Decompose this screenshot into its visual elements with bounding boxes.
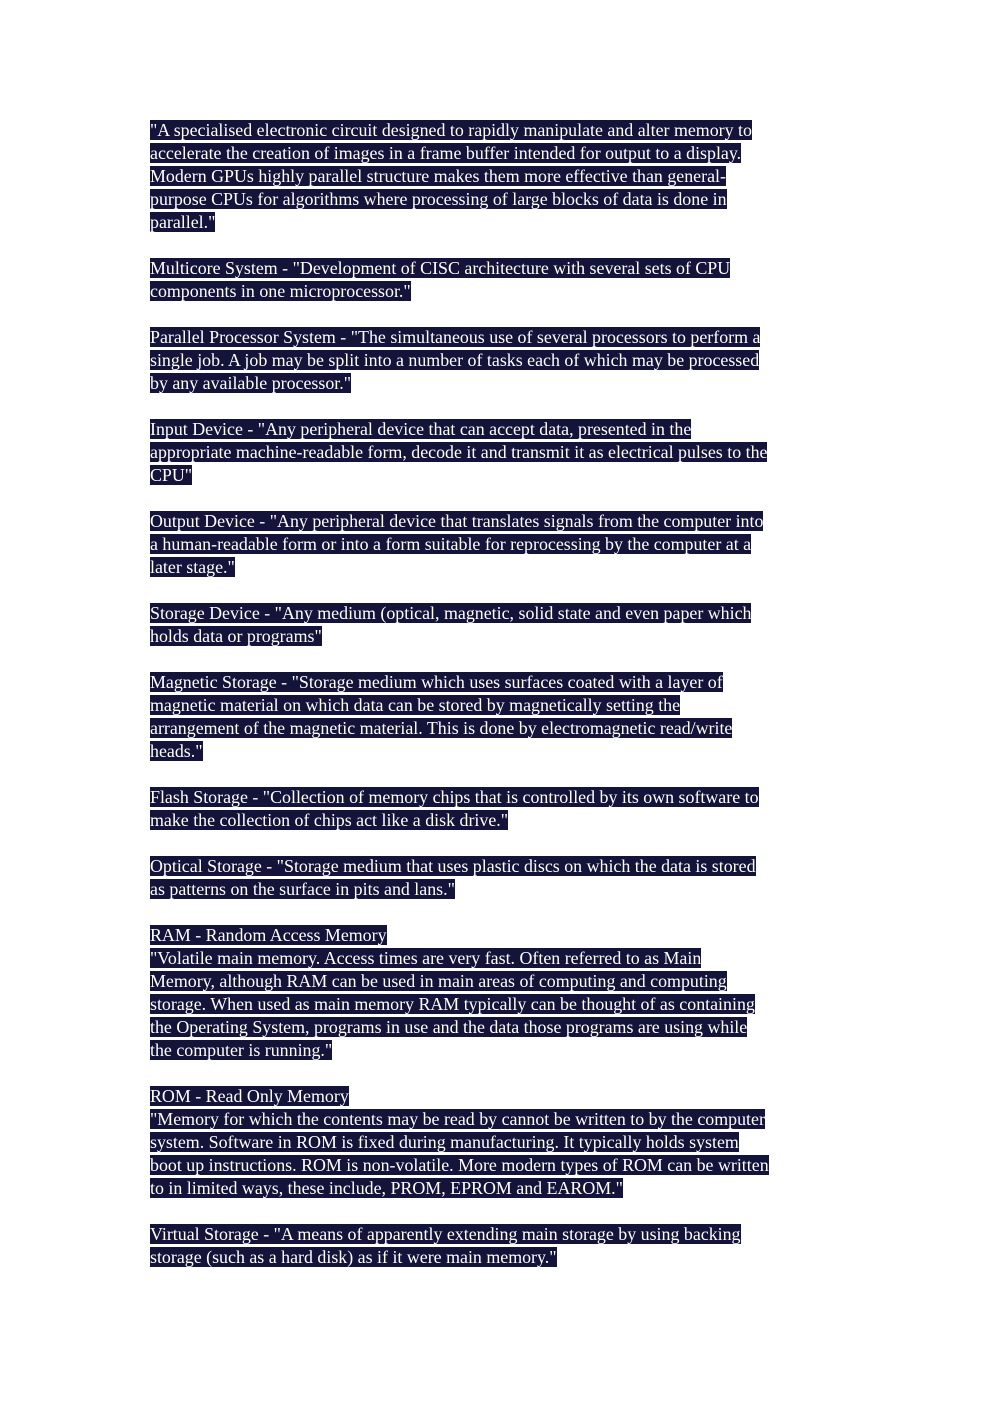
highlighted-text: as patterns on the surface in pits and lans." <box>150 879 455 899</box>
entry-virtual-storage <box>150 1223 850 1269</box>
text-line <box>150 188 850 211</box>
highlighted-text: a human-readable form or into a form suitable for reprocessing by the computer at a <box>150 534 752 554</box>
highlighted-text: heads." <box>150 741 203 761</box>
highlighted-text: purpose CPUs for algorithms where processing of large blocks of data is done in <box>150 189 727 209</box>
highlighted-text: parallel." <box>150 212 216 232</box>
text-line <box>150 970 850 993</box>
highlighted-text: accelerate the creation of images in a frame buffer intended for output to a display. <box>150 143 742 163</box>
document-page <box>150 119 850 1292</box>
text-line <box>150 1131 850 1154</box>
entry-input-device <box>150 418 850 487</box>
entry-magnetic-storage <box>150 671 850 763</box>
text-line <box>150 602 850 625</box>
highlighted-text: storage (such as a hard disk) as if it were main memory." <box>150 1247 557 1267</box>
highlighted-text: by any available processor." <box>150 373 352 393</box>
text-line <box>150 280 850 303</box>
highlighted-text: magnetic material on which data can be stored by magnetically setting the <box>150 695 681 715</box>
entry-gpu-definition <box>150 119 850 234</box>
text-line <box>150 1016 850 1039</box>
text-line <box>150 786 850 809</box>
highlighted-text: Virtual Storage - "A means of apparently extending main storage by using backing <box>150 1224 741 1244</box>
highlighted-text: holds data or programs" <box>150 626 322 646</box>
entry-flash-storage <box>150 786 850 832</box>
highlighted-text: single job. A job may be split into a number of tasks each of which may be processed <box>150 350 760 370</box>
entry-output-device <box>150 510 850 579</box>
text-line <box>150 418 850 441</box>
text-line <box>150 142 850 165</box>
text-line <box>150 717 850 740</box>
highlighted-text: boot up instructions. ROM is non-volatile. More modern types of ROM can be written <box>150 1155 769 1175</box>
text-line <box>150 1108 850 1131</box>
highlighted-text: appropriate machine-readable form, decode it and transmit it as electrical pulses to the <box>150 442 768 462</box>
text-line <box>150 257 850 280</box>
text-line <box>150 809 850 832</box>
entry-optical-storage <box>150 855 850 901</box>
highlighted-text: system. Software in ROM is fixed during manufacturing. It typically holds system <box>150 1132 739 1152</box>
text-line <box>150 326 850 349</box>
text-line <box>150 372 850 395</box>
text-line <box>150 349 850 372</box>
text-line <box>150 671 850 694</box>
text-line <box>150 556 850 579</box>
text-line <box>150 740 850 763</box>
highlighted-text: Optical Storage - "Storage medium that uses plastic discs on which the data is stored <box>150 856 756 876</box>
text-line <box>150 464 850 487</box>
highlighted-text: storage. When used as main memory RAM typically can be thought of as containing <box>150 994 755 1014</box>
highlighted-text: the computer is running." <box>150 1040 333 1060</box>
entry-heading <box>150 1085 850 1108</box>
highlighted-text: Memory, although RAM can be used in main areas of computing and computing <box>150 971 727 991</box>
highlighted-text: ROM - Read Only Memory <box>150 1086 349 1106</box>
highlighted-text: Parallel Processor System - "The simultaneous use of several processors to perform a <box>150 327 761 347</box>
text-line <box>150 1246 850 1269</box>
text-line <box>150 1154 850 1177</box>
text-line <box>150 694 850 717</box>
highlighted-text: "Volatile main memory. Access times are very fast. Often referred to as Main <box>150 948 702 968</box>
text-line <box>150 1039 850 1062</box>
highlighted-text: Input Device - "Any peripheral device that can accept data, presented in the <box>150 419 692 439</box>
entry-ram <box>150 924 850 1062</box>
highlighted-text: RAM - Random Access Memory <box>150 925 387 945</box>
text-line <box>150 533 850 556</box>
highlighted-text: CPU" <box>150 465 193 485</box>
highlighted-text: Output Device - "Any peripheral device that translates signals from the computer into <box>150 511 764 531</box>
highlighted-text: the Operating System, programs in use and the data those programs are using while <box>150 1017 748 1037</box>
text-line <box>150 211 850 234</box>
entry-heading <box>150 924 850 947</box>
highlighted-text: Magnetic Storage - "Storage medium which uses surfaces coated with a layer of <box>150 672 723 692</box>
text-line <box>150 119 850 142</box>
entry-parallel-processor-system <box>150 326 850 395</box>
text-line <box>150 165 850 188</box>
highlighted-text: to in limited ways, these include, PROM, EPROM and EAROM." <box>150 1178 623 1198</box>
text-line <box>150 855 850 878</box>
highlighted-text: Modern GPUs highly parallel structure makes them more effective than general- <box>150 166 726 186</box>
highlighted-text: make the collection of chips act like a disk drive." <box>150 810 509 830</box>
text-line <box>150 510 850 533</box>
highlighted-text: arrangement of the magnetic material. This is done by electromagnetic read/write <box>150 718 733 738</box>
text-line <box>150 625 850 648</box>
text-line <box>150 1223 850 1246</box>
highlighted-text: Flash Storage - "Collection of memory chips that is controlled by its own software to <box>150 787 759 807</box>
highlighted-text: Storage Device - "Any medium (optical, magnetic, solid state and even paper which <box>150 603 752 623</box>
text-line <box>150 441 850 464</box>
highlighted-text: "A specialised electronic circuit designed to rapidly manipulate and alter memory to <box>150 120 752 140</box>
entry-multicore-system <box>150 257 850 303</box>
highlighted-text: Multicore System - "Development of CISC architecture with several sets of CPU <box>150 258 731 278</box>
text-line <box>150 993 850 1016</box>
text-line <box>150 947 850 970</box>
entry-storage-device <box>150 602 850 648</box>
entry-rom <box>150 1085 850 1200</box>
text-line <box>150 1177 850 1200</box>
highlighted-text: components in one microprocessor." <box>150 281 411 301</box>
highlighted-text: "Memory for which the contents may be read by cannot be written to by the computer <box>150 1109 765 1129</box>
highlighted-text: later stage." <box>150 557 235 577</box>
text-line <box>150 878 850 901</box>
